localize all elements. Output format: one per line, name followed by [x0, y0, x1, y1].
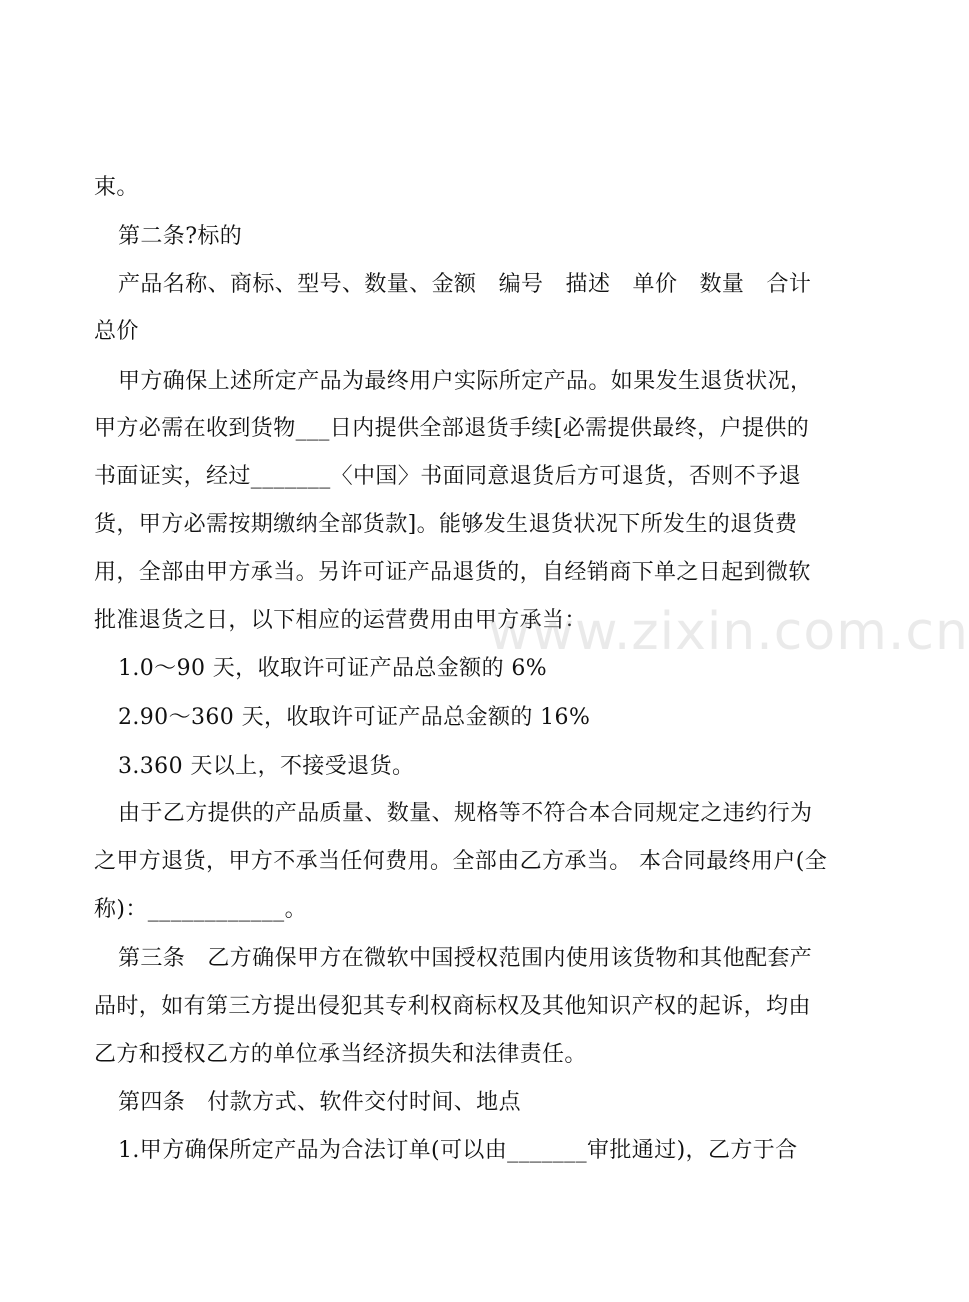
text-line-7: 书面证实，经过_______〈中国〉书面同意退货后方可退货，否则不予退 — [94, 464, 802, 489]
text-line-10: 批准退货之日，以下相应的运营费用由甲方承当： — [94, 608, 587, 633]
list-item-2: 2.90～360 天，收取许可证产品总金额的 16% — [118, 705, 591, 730]
article-2-heading: 第二条?标的 — [118, 224, 243, 249]
text-line-16: 称)：____________。 — [94, 897, 307, 922]
text-line-15: 之甲方退货，甲方不承当任何费用。全部由乙方承当。 本合同最终用户(全 — [94, 849, 828, 874]
text-line-5: 甲方确保上述所定产品为最终用户实际所定产品。如果发生退货状况， — [118, 369, 813, 394]
text-line-18: 品时，如有第三方提出侵犯其专利权商标权及其他知识产权的起诉，均由 — [94, 994, 811, 1019]
text-line-6: 甲方必需在收到货物___日内提供全部退货手续[必需提供最终，户提供的 — [94, 416, 810, 441]
article-4-heading: 第四条 付款方式、软件交付时间、地点 — [118, 1090, 521, 1115]
text-line-3: 产品名称、商标、型号、数量、金额 编号 描述 单价 数量 合计 — [118, 272, 812, 297]
text-line-14: 由于乙方提供的产品质量、数量、规格等不符合本合同规定之违约行为 — [118, 801, 813, 826]
text-line-8: 货，甲方必需按期缴纳全部货款]。能够发生退货状况下所发生的退货费 — [94, 512, 798, 537]
watermark: www.zixin.com.cn — [488, 602, 969, 662]
article-3-heading: 第三条 乙方确保甲方在微软中国授权范围内使用该货物和其他配套产 — [118, 946, 813, 971]
list-item-1: 1.0～90 天，收取许可证产品总金额的 6% — [118, 656, 548, 681]
text-line-19: 乙方和授权乙方的单位承当经济损失和法律责任。 — [94, 1042, 587, 1067]
list-item-3: 3.360 天以上，不接受退货。 — [118, 754, 415, 779]
text-line-4: 总价 — [94, 319, 139, 344]
text-line-21: 1.甲方确保所定产品为合法订单(可以由_______审批通过)，乙方于合 — [118, 1138, 798, 1163]
text-line-9: 用，全部由甲方承当。另许可证产品退货的，自经销商下单之日起到微软 — [94, 560, 811, 585]
text-line-1: 束。 — [94, 175, 139, 200]
